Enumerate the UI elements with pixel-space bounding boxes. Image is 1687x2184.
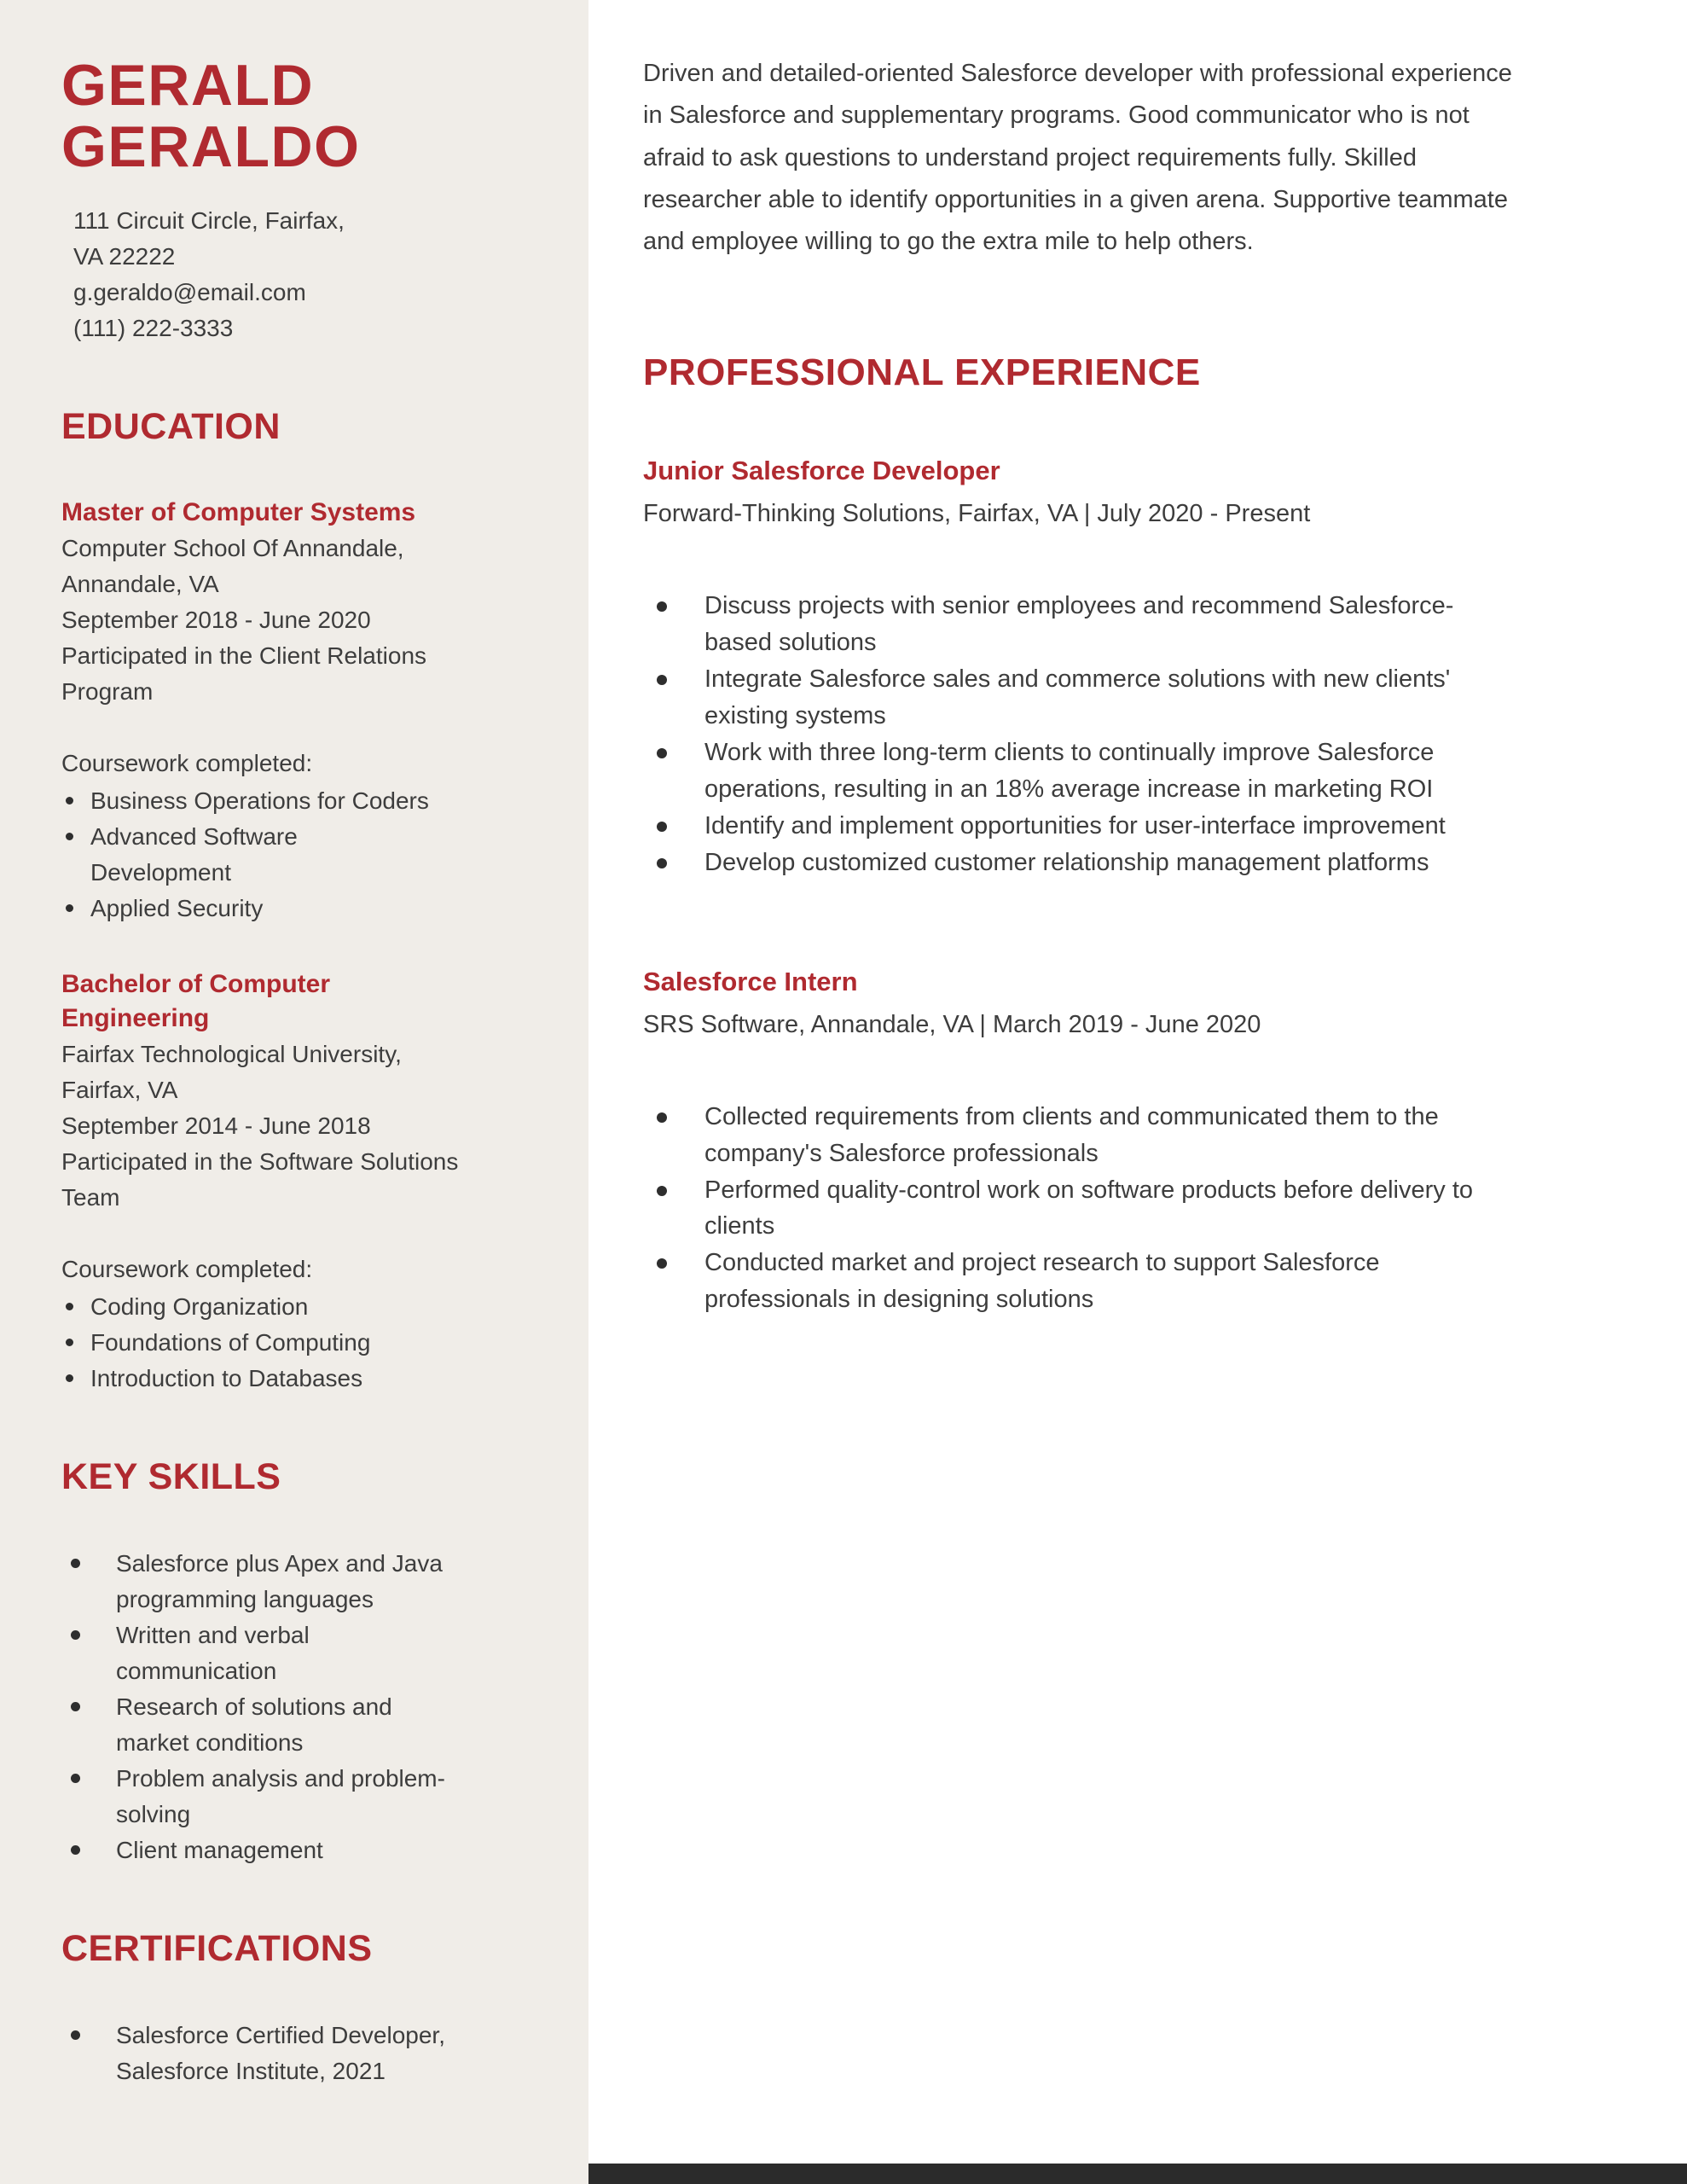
job-bullet-text: Integrate Salesforce sales and commerce solutions with new clients' existing systems [704,665,1451,730]
skill-text: Problem analysis and problem-solving [116,1764,445,1827]
list-item [643,845,1602,881]
course-name: Introduction to Databases [90,1364,363,1391]
contact-block [73,203,491,346]
list-item [61,1618,537,1689]
bullet-icon [71,1845,80,1855]
bullet-icon [657,1112,667,1123]
coursework-label: Coursework completed: [61,749,313,776]
job-meta: SRS Software, Annandale, VA | March 2019 - June 2020 [643,1010,1261,1038]
bullet-icon [66,797,73,804]
bullet-icon [71,1774,80,1783]
list-item [61,2018,537,2089]
candidate-last-name: GERALDO [61,114,361,180]
contact-phone: (111) 222-3333 [73,315,234,342]
list-item [61,1325,537,1361]
job-bullet-text: Discuss projects with senior employees and recommend Salesforce-based solutions [704,592,1454,657]
job-meta: Forward-Thinking Solutions, Fairfax, VA | July 2020 - Present [643,500,1311,528]
list-item [643,1172,1602,1246]
list-item [61,1689,537,1761]
list-item [61,1546,537,1618]
course-name: Coding Organization [90,1292,309,1320]
bullet-icon [66,1374,73,1382]
coursework-list [61,783,537,926]
job-bullet-text: Performed quality-control work on software products before delivery to clients [704,1176,1474,1240]
bullet-icon [66,833,73,840]
skill-text: Written and verbal communication [116,1621,310,1684]
list-item [61,783,537,819]
bullet-icon [657,601,667,612]
skill-text: Salesforce plus Apex and Java programming languages [116,1549,443,1612]
list-item [643,1099,1602,1172]
job-bullet-text: Identify and implement opportunities for user-interface improvement [704,811,1446,839]
certifications-list [61,2018,537,2089]
bullet-icon [657,1258,667,1269]
coursework-list [61,1289,537,1397]
page-bottom-bar [588,2164,1687,2184]
education-dates: September 2014 - June 2018 [61,1112,371,1139]
bullet-icon [66,1339,73,1346]
key-skills-list [61,1546,537,1868]
contact-email: g.geraldo@email.com [73,279,306,306]
sidebar [0,0,588,2184]
job-bullet-text: Work with three long-term clients to continually improve Salesforce operations, resulting in an 18% average increase in marketing ROI [704,739,1435,804]
list-item [61,1361,537,1397]
bullet-icon [657,675,667,685]
degree-title: Bachelor of Computer Engineering [61,969,331,1033]
list-item [643,588,1602,661]
job-entry-salesforce-intern [643,967,1602,1318]
school-name: Fairfax Technological University, Fairfax, VA [61,1040,402,1103]
job-entry-junior-salesforce-developer [643,456,1602,880]
job-bullet-list [643,588,1602,880]
education-entry-master [61,496,537,926]
course-name: Applied Security [90,894,264,921]
certification-text: Salesforce Certified Developer, Salesforce Institute, 2021 [116,2021,445,2084]
contact-address-line1: 111 Circuit Circle, Fairfax, [73,207,345,235]
education-note: Participated in the Software Solutions Team [61,1147,459,1211]
bullet-icon [71,2030,80,2040]
bullet-icon [657,858,667,868]
candidate-first-name: GERALD [61,53,315,118]
job-title: Salesforce Intern [643,966,858,996]
school-name: Computer School Of Annandale, Annandale, VA [61,534,404,597]
list-item [643,661,1602,735]
bullet-icon [66,1303,73,1310]
bullet-icon [657,822,667,832]
professional-summary: Driven and detailed-oriented Salesforce developer with professional experience in Salesforce and supplementary programs. Good communicator who is not afraid to ask questions to understand project requirements fully. Skilled researcher able to identify opportunities in a given arena. Supportive teammate and employee willing to go the extra mile to help others. [643,60,1512,256]
degree-title: Master of Computer Systems [61,498,416,527]
bullet-icon [71,1559,80,1568]
bullet-icon [657,748,667,758]
list-item [643,735,1602,808]
bullet-icon [71,1702,80,1711]
skill-text: Client management [116,1836,323,1863]
professional-experience-heading: PROFESSIONAL EXPERIENCE [643,351,1201,394]
course-name: Business Operations for Coders [90,787,429,814]
coursework-label: Coursework completed: [61,1255,313,1282]
certifications-heading: CERTIFICATIONS [61,1927,373,1969]
education-heading: EDUCATION [61,406,281,448]
course-name: Advanced Software Development [90,822,298,886]
list-item [643,1245,1602,1318]
main-content [588,0,1687,2184]
list-item [61,891,537,926]
job-title: Junior Salesforce Developer [643,456,1000,486]
list-item [61,1833,537,1868]
job-bullet-text: Conducted market and project research to support Salesforce professionals in designing solutions [704,1249,1380,1314]
list-item [61,819,537,891]
bullet-icon [66,904,73,912]
bullet-icon [657,1186,667,1196]
course-name: Foundations of Computing [90,1328,371,1356]
job-bullet-list [643,1099,1602,1318]
key-skills-heading: KEY SKILLS [61,1455,281,1497]
education-dates: September 2018 - June 2020 [61,606,371,633]
list-item [61,1761,537,1833]
bullet-icon [71,1630,80,1640]
education-entry-bachelor [61,967,537,1397]
education-note: Participated in the Client Relations Program [61,642,427,705]
job-bullet-text: Develop customized customer relationship management platforms [704,848,1429,876]
job-bullet-text: Collected requirements from clients and communicated them to the company's Salesforce professionals [704,1102,1439,1167]
list-item [61,1289,537,1325]
contact-address-line2: VA 22222 [73,243,176,270]
candidate-name [61,53,537,180]
list-item [643,808,1602,845]
skill-text: Research of solutions and market conditions [116,1693,392,1756]
